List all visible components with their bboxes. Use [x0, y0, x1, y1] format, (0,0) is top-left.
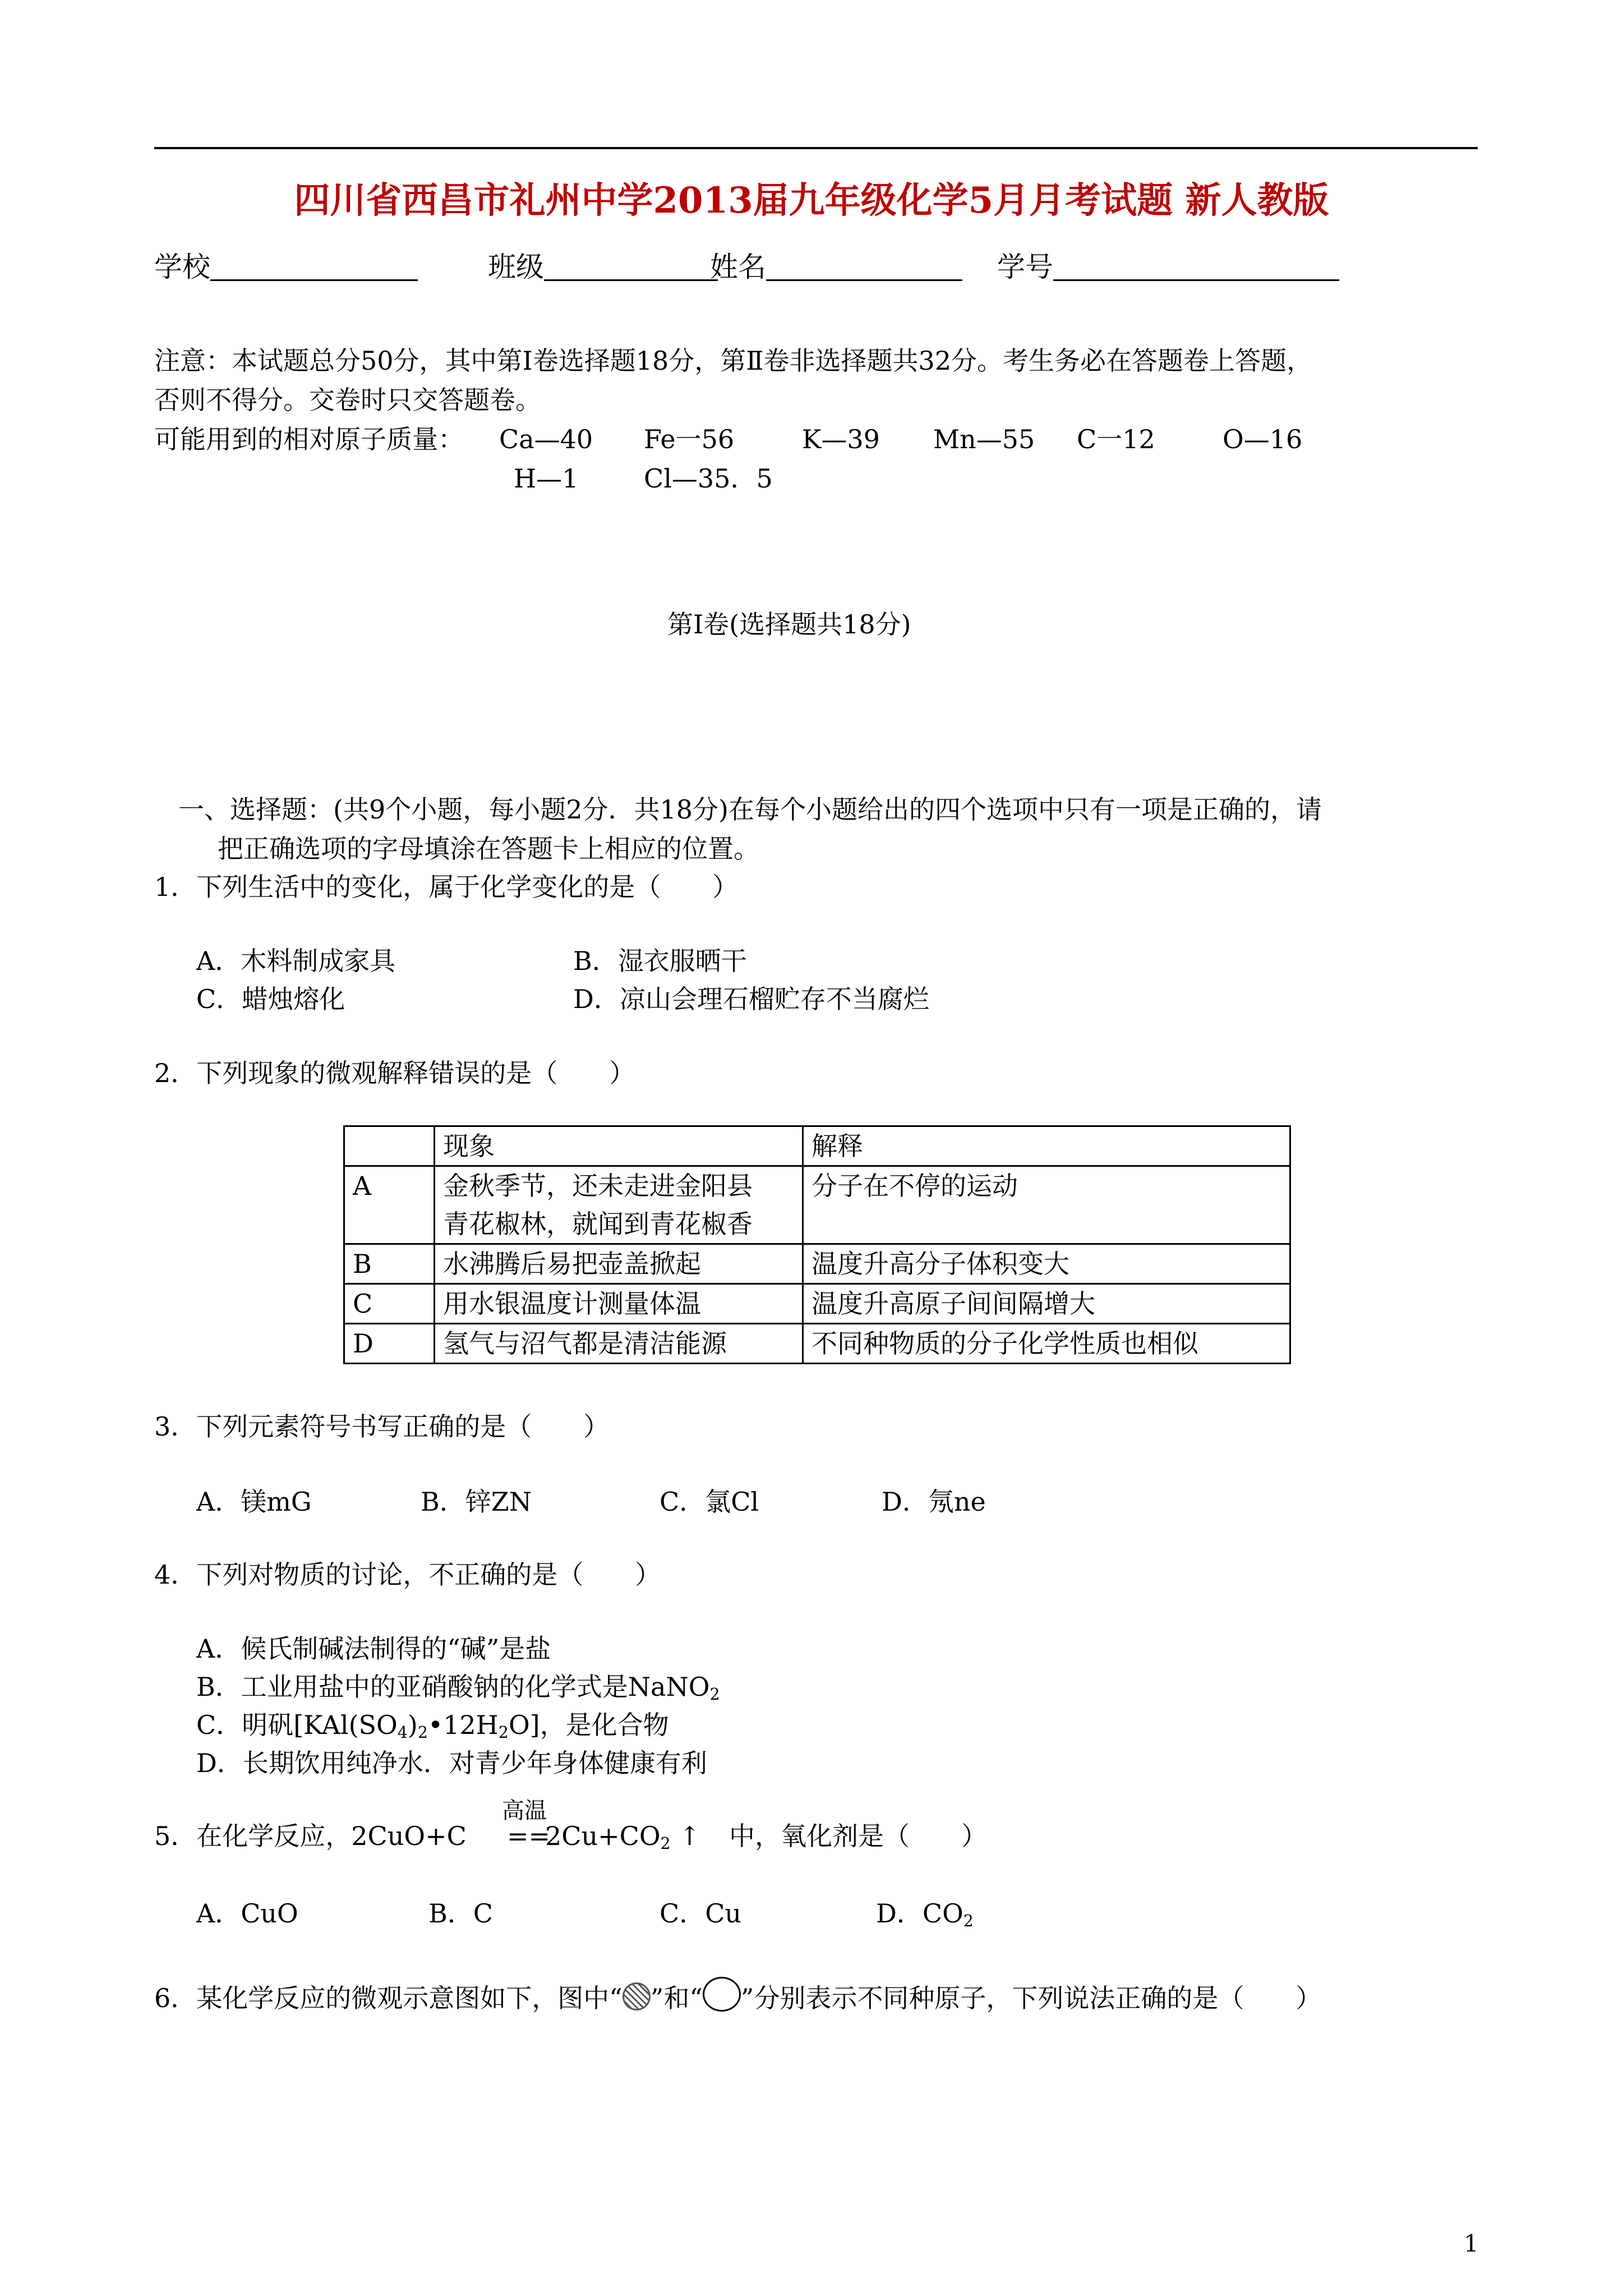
mass-mn: Mn—55 [933, 424, 1035, 454]
q1-option-a[interactable]: A．木料制成家具 [196, 946, 396, 976]
phenomenon-line-1: 金秋季节，还未走进金阳县 [443, 1171, 753, 1201]
part-one-line-1: 一、选择题：(共9个小题，每小题2分．共18分)在每个小题给出的四个选项中只有一项是正确的，请 [178, 794, 1322, 825]
table-cell-option: C [344, 1284, 435, 1324]
part-one-line-2: 把正确选项的字母填涂在答题卡上相应的位置。 [218, 834, 759, 864]
hatched-atom-icon [623, 1982, 651, 2010]
header-rule [154, 147, 1478, 149]
q1-option-b[interactable]: B．湿衣服晒干 [573, 946, 747, 976]
student-id-field[interactable] [997, 251, 1339, 281]
table-cell-phenomenon [435, 1166, 803, 1244]
table-header-phenomenon: 现象 [435, 1126, 803, 1166]
page-number: 1 [1464, 2230, 1479, 2257]
q4-option-c[interactable]: C．明矾$[KAl(SO_4)_2•12H_2O]$，是化合物 [196, 1710, 669, 1742]
q2-stem: 2．下列现象的微观解释错误的是（ ） [154, 1058, 635, 1088]
table-row [344, 1126, 1290, 1166]
section-title: 第Ⅰ卷(选择题共18分) [667, 609, 911, 639]
class-field[interactable] [488, 251, 718, 281]
table-cell-option: A [344, 1166, 435, 1244]
q4-stem: 4．下列对物质的讨论，不正确的是（ ） [154, 1559, 661, 1590]
q1-option-d[interactable]: D．凉山会理石榴贮存不当腐烂 [573, 984, 929, 1014]
table-row [344, 1244, 1290, 1284]
reaction-condition: 高温 [502, 1798, 547, 1824]
table-header-option [344, 1126, 435, 1166]
notice-line-2: 否则不得分。交卷时只交答题卷。 [154, 385, 541, 415]
table-cell-explanation: 不同种物质的分子化学性质也相似 [803, 1324, 1290, 1364]
mass-cl: Cl—35．5 [644, 463, 773, 494]
reaction-equals: == [507, 1821, 551, 1851]
q3-option-c[interactable]: C．氯Cl [660, 1487, 759, 1517]
q1-stem: 1．下列生活中的变化，属于化学变化的是（ ） [154, 872, 739, 902]
table-row [344, 1284, 1290, 1324]
name-label: 姓名 [710, 251, 766, 283]
table-cell-option: D [344, 1324, 435, 1364]
page-title: 四川省西昌市礼州中学2013届九年级化学5月月考试题 新人教版 [294, 180, 1329, 222]
table-cell-explanation: 温度升高分子体积变大 [803, 1244, 1290, 1284]
q3-option-d[interactable]: D．氖ne [882, 1487, 986, 1517]
q5-option-b[interactable]: B．C [428, 1898, 493, 1929]
q5-option-c[interactable]: C．Cu [660, 1898, 742, 1929]
mass-c: C一12 [1077, 424, 1155, 454]
phenomenon-line-2: 青花椒林，就闻到青花椒香 [443, 1209, 753, 1239]
mass-ca: Ca—40 [499, 424, 593, 454]
q5-option-a[interactable]: A．CuO [196, 1898, 298, 1929]
mass-k: K—39 [802, 424, 880, 454]
table-row [344, 1166, 1290, 1244]
q4-option-a[interactable]: A．候氏制碱法制得的“碱”是盐 [196, 1634, 551, 1664]
table-row [344, 1324, 1290, 1364]
table-cell-option: B [344, 1244, 435, 1284]
school-label: 学校 [154, 251, 210, 283]
table-cell-explanation: 分子在不停的运动 [803, 1166, 1290, 1244]
q2-table [343, 1125, 1291, 1364]
table-cell-explanation: 温度升高原子间间隔增大 [803, 1284, 1290, 1324]
q5-stem-end: 中，氧化剂是（ ） [729, 1821, 987, 1851]
atomic-mass-label: 可能用到的相对原子质量： [154, 424, 464, 454]
table-cell-phenomenon: 用水银温度计测量体温 [435, 1284, 803, 1324]
q3-stem: 3．下列元素符号书写正确的是（ ） [154, 1411, 610, 1442]
name-field[interactable] [710, 251, 962, 281]
mass-o: O—16 [1223, 424, 1303, 454]
table-cell-phenomenon: 水沸腾后易把壶盖掀起 [435, 1244, 803, 1284]
class-label: 班级 [488, 251, 544, 283]
q5-option-d[interactable]: D．$CO_2$ [876, 1898, 974, 1931]
q1-option-c[interactable]: C．蜡烛熔化 [196, 984, 345, 1014]
q6-stem: 6．某化学反应的微观示意图如下，图中“ ”和“ ”分别表示不同种原子，下列说法正确的是（ ） [154, 1977, 1321, 2012]
reaction-products: $2Cu+CO_2$ ↑ [545, 1821, 700, 1853]
table-cell-phenomenon: 氢气与沼气都是清洁能源 [435, 1324, 803, 1364]
empty-atom-icon [703, 1977, 741, 2012]
mass-fe: Fe一56 [644, 424, 735, 454]
gas-arrow: ↑ [679, 1821, 700, 1851]
q3-option-b[interactable]: B．锌ZN [421, 1487, 532, 1517]
q5-stem-start: 5．在化学反应，2CuO+C [154, 1821, 467, 1851]
notice-line-1: 注意：本试题总分50分，其中第Ⅰ卷选择题18分，第Ⅱ卷非选择题共32分。考生务必在答题卷上答题， [154, 346, 1313, 376]
q3-option-a[interactable]: A．镁mG [196, 1487, 312, 1517]
mass-h: H—1 [514, 463, 579, 494]
school-field[interactable] [154, 251, 418, 281]
student-id-label: 学号 [997, 251, 1053, 283]
q4-option-d[interactable]: D．长期饮用纯净水．对青少年身体健康有利 [196, 1748, 707, 1778]
table-header-explanation: 解释 [803, 1126, 1290, 1166]
q4-option-b[interactable]: B．工业用盐中的亚硝酸钠的化学式是NaNO$_2$ [196, 1672, 720, 1704]
